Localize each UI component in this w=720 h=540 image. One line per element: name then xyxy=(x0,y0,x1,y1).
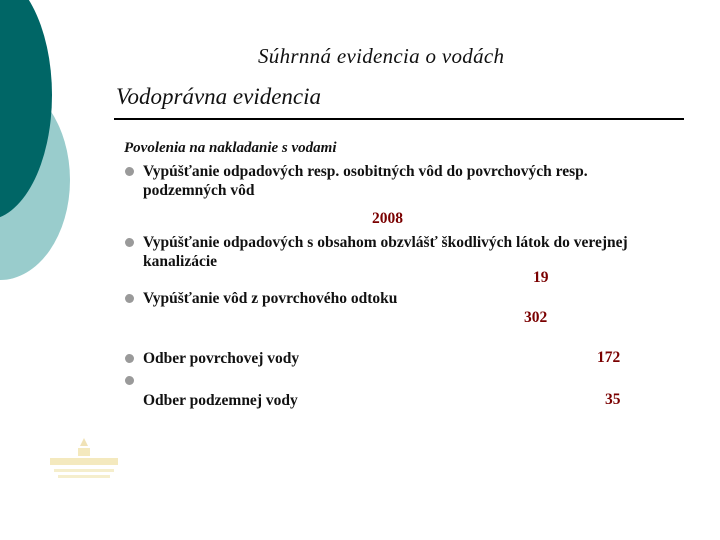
list-item-value: 302 xyxy=(524,309,548,326)
slide-subtitle: Vodoprávna evidencia xyxy=(116,84,322,109)
list-item-text: Odber povrchovej vody xyxy=(143,350,300,367)
faint-logo-icon xyxy=(48,436,120,482)
list-item-text: Odber podzemnej vody xyxy=(143,392,298,409)
bullet-dot-icon xyxy=(125,354,134,363)
list-item-text: Vypúšťanie odpadových s obsahom obzvlášť škodlivých látok do verejnej kanalizácie xyxy=(143,234,628,270)
title-divider xyxy=(114,118,684,120)
bullet-dot-icon xyxy=(125,167,134,176)
list-item-text: Vypúšťanie odpadových resp. osobitných vôd do povrchových resp. podzemných vôd xyxy=(143,163,588,199)
bullet-dot-icon xyxy=(125,238,134,247)
list-item-value: 172 xyxy=(597,349,621,366)
list-item-value: 35 xyxy=(605,391,621,408)
list-item-value: 19 xyxy=(533,269,549,286)
bullet-dot-icon xyxy=(125,376,134,385)
section-heading: Povolenia na nakladanie s vodami xyxy=(124,140,337,156)
decor-dark-circle xyxy=(0,0,52,220)
list-item-text: Vypúšťanie vôd z povrchového odtoku xyxy=(143,290,398,307)
bullet-dot-icon xyxy=(125,294,134,303)
list-item-value: 2008 xyxy=(372,210,403,227)
slide-title: Súhrnná evidencia o vodách xyxy=(258,44,505,68)
